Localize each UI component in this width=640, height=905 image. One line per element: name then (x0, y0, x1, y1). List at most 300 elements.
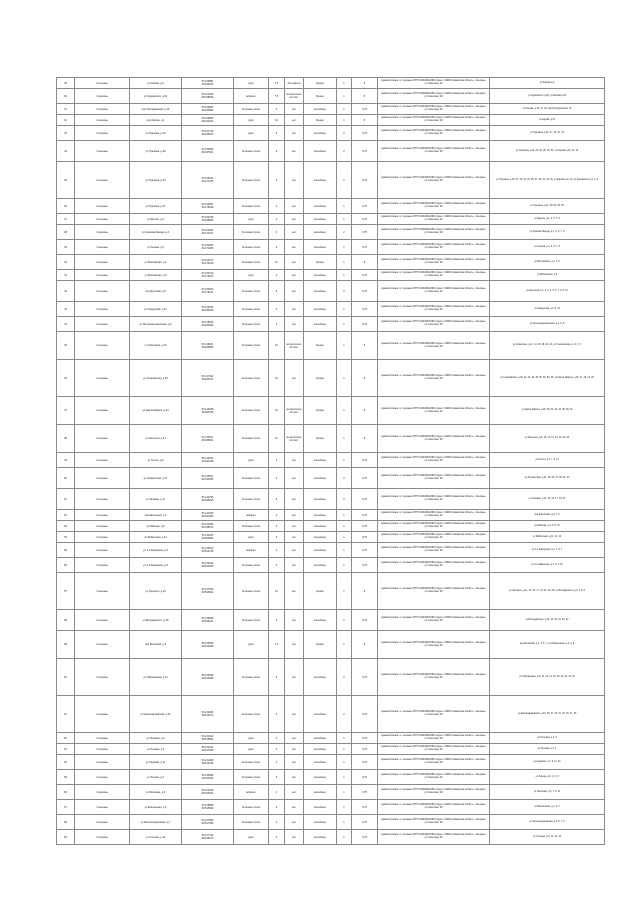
cell-coordinates: 53.141926 48.497082 (182, 510, 234, 521)
cell-owner: Администрация г.о. Сызрань ОГРН 1026303118841 Адрес: 446001 Самарская область, г.Сызрань, ул.Советская, 28 (378, 115, 490, 126)
table-row (57, 785, 605, 800)
cell-address: ул.Урицкого, д.19 (130, 573, 182, 610)
cell-area: 10 (269, 332, 285, 360)
cell-row-number: 45 (57, 332, 75, 360)
cell-row-number: 34 (57, 141, 75, 162)
cell-address: ул.Московская, д.8 (130, 270, 182, 281)
cell-container-volume: 8 (352, 573, 378, 610)
table-body (57, 78, 605, 845)
cell-owner: Администрация г.о. Сызрань ОГРН 1026303118841 Адрес: 446001 Самарская область, г.Сызрань, ул.Советская, 28 (378, 141, 490, 162)
cell-container-count: 1 (337, 425, 352, 453)
cell-container-volume: 8 (352, 89, 378, 104)
cell-address: ул.Ленина, д.5 (130, 240, 182, 255)
cell-cover: нет (285, 785, 304, 800)
cell-area: 6 (269, 610, 285, 631)
cell-row-number: 32 (57, 115, 75, 126)
cell-container-count: 2 (337, 659, 352, 696)
cell-coordinates: 53.133212 48.515961 (182, 733, 234, 744)
cell-container-count: 2 (337, 126, 352, 141)
cell-waste-sources: ул.Садовая, д.7, 9, 11, 13 (490, 755, 605, 770)
cell-address: ул.Кирова, д.3 (130, 78, 182, 89)
cell-surface: асфальт (234, 543, 269, 558)
cell-city: г.Сызрань (75, 830, 130, 845)
cell-waste-sources: ул.Полевая, д.4, 6 (490, 733, 605, 744)
cell-container-count: 1 (337, 332, 352, 360)
cell-container-count: 1 (337, 521, 352, 532)
cell-container-type: контейнер (304, 532, 337, 543)
cell-row-number: 64 (57, 755, 75, 770)
cell-waste-sources: ул.Крупской, д.1, 2, 3, 4, 5, 6, 7, 8, 9, 10 (490, 281, 605, 302)
cell-container-volume: 0,75 (352, 830, 378, 845)
cell-coordinates: 53.128855 48.525399 (182, 800, 234, 815)
cell-waste-sources: ул.Степная, д.8, 10, 12, 14 (490, 830, 605, 845)
cell-container-type: контейнер (304, 225, 337, 240)
cell-owner: Администрация г.о. Сызрань ОГРН 1026303118841 Адрес: 446001 Самарская область, г.Сызрань, ул.Советская, 28 (378, 89, 490, 104)
cell-container-count: 1 (337, 270, 352, 281)
cell-area: 4 (269, 240, 285, 255)
cell-container-type: контейнер (304, 240, 337, 255)
cell-container-type: контейнер (304, 659, 337, 696)
cell-surface: грунт (234, 453, 269, 468)
cell-address: ул.Пушкина, д.33 (130, 162, 182, 199)
cell-area: 7,5 (269, 89, 285, 104)
cell-waste-sources: ул.Володарского, д.12, 14, 16, 18, 20, 22 (490, 610, 605, 631)
cell-waste-sources: ул.Рабочая, д.4, 6, 8, 10 (490, 521, 605, 532)
cell-area: 6 (269, 468, 285, 489)
cell-container-volume: 0,75 (352, 770, 378, 785)
cell-waste-sources: ул.Лермонтова, д.21, 23, 25, 27, 29, 31, 33 (490, 468, 605, 489)
cell-area: 7,5 (269, 631, 285, 659)
cell-container-volume: 0,75 (352, 800, 378, 815)
cell-surface: асфальт (234, 785, 269, 800)
cell-owner: Администрация г.о. Сызрань ОГРН 1026303118841 Адрес: 446001 Самарская область, г.Сызрань, ул.Советская, 28 (378, 659, 490, 696)
table-row (57, 281, 605, 302)
cell-area: 4 (269, 755, 285, 770)
cell-surface: бетонная плита (234, 755, 269, 770)
cell-surface: бетонная плита (234, 199, 269, 214)
cell-area: 6 (269, 126, 285, 141)
cell-address: ул.Московская, д.1 (130, 255, 182, 270)
cell-coordinates: 53.135826 48.510299 (182, 631, 234, 659)
cell-waste-sources: ул.Фрунзе, д.1, 3, 5, 7, 9 (490, 214, 605, 225)
cell-city: г.Сызрань (75, 558, 130, 573)
cell-coordinates: 53.131469 48.519736 (182, 755, 234, 770)
cell-address: пер.Ипподромный, д.12 (130, 104, 182, 115)
cell-waste-sources: ул.Московская, д.8 (490, 270, 605, 281)
cell-surface: грунт (234, 126, 269, 141)
cell-coordinates: 53.149782 48.480016 (182, 302, 234, 317)
cell-address: ул.Пушкина, д.19 (130, 126, 182, 141)
cell-area: 6 (269, 696, 285, 733)
cell-waste-sources: ул.2-я Заводская, д.4, 6, 8, 10 (490, 558, 605, 573)
cell-city: г.Сызрань (75, 302, 130, 317)
cell-cover: нет (285, 360, 304, 397)
cell-surface: бетонная плита (234, 558, 269, 573)
table-row (57, 521, 605, 532)
cell-cover: нет (285, 255, 304, 270)
cell-surface: бетонная плита (234, 240, 269, 255)
cell-row-number: 40 (57, 255, 75, 270)
cell-address: ул.Красноармейская, д.31 (130, 696, 182, 733)
cell-address: ул.Чапаева, д.17 (130, 489, 182, 510)
cell-address: ул.Володарского, д.18 (130, 610, 182, 631)
cell-waste-sources: ул.Лесная, д.2, 4, 6, 8 (490, 770, 605, 785)
cell-cover: нет (285, 610, 304, 631)
cell-coordinates: 53.153742 48.476213 (182, 270, 234, 281)
cell-cover: нет (285, 453, 304, 468)
cell-container-count: 1 (337, 573, 352, 610)
cell-address: ул.Лесная, д.4 (130, 770, 182, 785)
cell-surface: бетонная плита (234, 162, 269, 199)
table-row (57, 126, 605, 141)
cell-owner: Администрация г.о. Сызрань ОГРН 1026303118841 Адрес: 446001 Самарская область, г.Сызрань, ул.Советская, 28 (378, 543, 490, 558)
cell-container-type: контейнер (304, 162, 337, 199)
cell-container-type: контейнер (304, 281, 337, 302)
cell-address: ул.1-я Заводская, д.5 (130, 543, 182, 558)
cell-waste-sources: ул.Пушкина, д.22, 24, 26, 28, 30, 32, ул.Кирова д.12, 14, 16 (490, 141, 605, 162)
cell-city: г.Сызрань (75, 162, 130, 199)
cell-waste-sources: ул.Пушкина, д.15, 17, 19, 21, 23 (490, 126, 605, 141)
cell-row-number: 48 (57, 425, 75, 453)
cell-owner: Администрация г.о. Сызрань ОГРН 1026303118841 Адрес: 446001 Самарская область, г.Сызрань, ул.Советская, 28 (378, 755, 490, 770)
cell-area: 4 (269, 510, 285, 521)
cell-waste-sources: ул.Энгельса, д.8, 10, 12, 14, 16, 18, 20, 22 (490, 425, 605, 453)
registry-sheet (56, 77, 604, 845)
cell-area: 4 (269, 532, 285, 543)
cell-waste-sources: ул.Жуковского д.32, ул.Кирова д.35 (490, 89, 605, 104)
cell-container-count: 1 (337, 214, 352, 225)
cell-city: г.Сызрань (75, 270, 130, 281)
cell-owner: Администрация г.о. Сызрань ОГРН 1026303118841 Адрес: 446001 Самарская область, г.Сызрань, ул.Советская, 28 (378, 453, 490, 468)
table-row (57, 755, 605, 770)
cell-address: пер.Волжский, д.3 (130, 631, 182, 659)
cell-area: 6 (269, 659, 285, 696)
cell-address: ул.Карла Маркса, д.34 (130, 397, 182, 425)
cell-address: ул.Фрунзе, д.3 (130, 214, 182, 225)
cell-container-type: бункер (304, 78, 337, 89)
cell-coordinates: 53.155480 48.467941 (182, 141, 234, 162)
cell-city: г.Сызрань (75, 199, 130, 214)
cell-city: г.Сызрань (75, 532, 130, 543)
cell-row-number: 49 (57, 453, 75, 468)
cell-address: ул.Пушкина, д.28 (130, 141, 182, 162)
table-row (57, 800, 605, 815)
cell-coordinates: 53.152093 48.472325 (182, 240, 234, 255)
cell-waste-sources: ул.Красная Звезда, д.1, 3, 5, 7, 9 (490, 225, 605, 240)
cell-city: г.Сызрань (75, 425, 130, 453)
cell-address: ул.Полевая, д.6 (130, 733, 182, 744)
cell-city: г.Сызрань (75, 126, 130, 141)
cell-owner: Администрация г.о. Сызрань ОГРН 1026303118841 Адрес: 446001 Самарская область, г.Сызрань, ул.Советская, 28 (378, 733, 490, 744)
cell-coordinates: 53.156121 48.471783 (182, 162, 234, 199)
cell-area: 4 (269, 785, 285, 800)
cell-waste-sources: ул.Свердлова, д.6, 8, 10 (490, 302, 605, 317)
cell-surface: бетонная плита (234, 425, 269, 453)
table-row (57, 89, 605, 104)
cell-coordinates: 53.134084 48.514074 (182, 696, 234, 733)
cell-address: пер.Крупской, д.8 (130, 281, 182, 302)
cell-cover: нет (285, 104, 304, 115)
cell-address: ул.Рабочая, д.8 (130, 521, 182, 532)
cell-city: г.Сызрань (75, 785, 130, 800)
cell-surface: грунт (234, 78, 269, 89)
cell-container-volume: 0,75 (352, 744, 378, 755)
cell-area: 4 (269, 815, 285, 830)
cell-cover: металлический лист (285, 425, 304, 453)
cell-surface: бетонная плита (234, 468, 269, 489)
cell-city: г.Сызрань (75, 78, 130, 89)
cell-coordinates: 53.144541 48.491418 (182, 453, 234, 468)
cell-container-type: бункер (304, 115, 337, 126)
cell-cover: нет (285, 281, 304, 302)
cell-surface: грунт (234, 631, 269, 659)
table-row (57, 468, 605, 489)
cell-row-number: 42 (57, 281, 75, 302)
cell-waste-sources: ул.Кирова, д.27 (490, 115, 605, 126)
cell-owner: Администрация г.о. Сызрань ОГРН 1026303118841 Адрес: 446001 Самарская область, г.Сызрань, ул.Советская, 28 (378, 225, 490, 240)
cell-cover: нет (285, 631, 304, 659)
cell-container-count: 2 (337, 696, 352, 733)
cell-container-count: 1 (337, 360, 352, 397)
cell-row-number: 53 (57, 521, 75, 532)
cell-cover: нет (285, 489, 304, 510)
cell-container-type: бункер (304, 360, 337, 397)
cell-city: г.Сызрань (75, 800, 130, 815)
table-row (57, 543, 605, 558)
cell-cover: нет (285, 830, 304, 845)
cell-waste-sources: ул.Пушкина, д.25, 27, 29, 31, 33, 35, 37, 39, 41, 43, 45, ул.Кирова д.8, 10, ул.Жуковского д.2, 4, 6 (490, 162, 605, 199)
table-row (57, 397, 605, 425)
cell-cover: нет (285, 214, 304, 225)
cell-cover: металлический лист (285, 397, 304, 425)
table-row (57, 770, 605, 785)
cell-cover: без навеса (285, 78, 304, 89)
cell-row-number: 44 (57, 317, 75, 332)
cell-address: ул.Вокзальная, д.3 (130, 800, 182, 815)
cell-area: 7,5 (269, 78, 285, 89)
cell-row-number: 30 (57, 89, 75, 104)
cell-cover: металлический лист (285, 332, 304, 360)
cell-city: г.Сызрань (75, 733, 130, 744)
cell-row-number: 31 (57, 104, 75, 115)
cell-container-count: 2 (337, 468, 352, 489)
cell-container-type: контейнер (304, 302, 337, 317)
cell-surface: бетонная плита (234, 255, 269, 270)
cell-cover: нет (285, 770, 304, 785)
cell-coordinates: 53.137569 48.506524 (182, 573, 234, 610)
cell-row-number: 66 (57, 785, 75, 800)
cell-waste-sources: ул.Кирова д.3 (490, 78, 605, 89)
cell-container-type: контейнер (304, 199, 337, 214)
cell-cover: нет (285, 543, 304, 558)
cell-address: ул.Ульяновская, д.50 (130, 360, 182, 397)
cell-waste-sources: ул.Советская, д.12, 14, 16, 18, 20, 22, ул.Ульяновская д.1, 3, 5, 7 (490, 332, 605, 360)
cell-coordinates: 53.127983 48.527286 (182, 815, 234, 830)
cell-owner: Администрация г.о. Сызрань ОГРН 1026303118841 Адрес: 446001 Самарская область, г.Сызрань, ул.Советская, 28 (378, 785, 490, 800)
cell-surface: бетонная плита (234, 397, 269, 425)
cell-city: г.Сызрань (75, 104, 130, 115)
cell-container-volume: 0,75 (352, 755, 378, 770)
cell-area: 10 (269, 115, 285, 126)
cell-waste-sources: ул.Ленина, д.1, 3, 5, 7, 9 (490, 240, 605, 255)
cell-city: г.Сызрань (75, 510, 130, 521)
cell-coordinates: 53.148914 48.481962 (182, 317, 234, 332)
cell-surface: бетонная плита (234, 573, 269, 610)
table-row (57, 744, 605, 755)
table-row (57, 453, 605, 468)
cell-coordinates: 53.134955 48.512186 (182, 659, 234, 696)
cell-owner: Администрация г.о. Сызрань ОГРН 1026303118841 Адрес: 446001 Самарская область, г.Сызрань, ул.Советская, 28 (378, 425, 490, 453)
cell-row-number: 57 (57, 573, 75, 610)
table-row (57, 214, 605, 225)
cell-container-count: 2 (337, 489, 352, 510)
cell-owner: Администрация г.о. Сызрань ОГРН 1026303118841 Адрес: 446001 Самарская область, г.Сызрань, ул.Советская, 28 (378, 281, 490, 302)
cell-container-volume: 0,75 (352, 510, 378, 521)
cell-city: г.Сызрань (75, 360, 130, 397)
cell-city: г.Сызрань (75, 696, 130, 733)
cell-area: 4 (269, 453, 285, 468)
cell-row-number: 56 (57, 558, 75, 573)
cell-city: г.Сызрань (75, 255, 130, 270)
cell-container-type: контейнер (304, 468, 337, 489)
cell-container-count: 1 (337, 317, 352, 332)
cell-surface: бетонная плита (234, 317, 269, 332)
cell-area: 4 (269, 744, 285, 755)
cell-area: 4 (269, 733, 285, 744)
cell-cover: нет (285, 115, 304, 126)
cell-container-count: 1 (337, 800, 352, 815)
table-row (57, 302, 605, 317)
cell-surface: грунт (234, 115, 269, 126)
cell-row-number: 37 (57, 214, 75, 225)
cell-coordinates: 53.142796 48.495195 (182, 489, 234, 510)
cell-cover: нет (285, 302, 304, 317)
cell-coordinates: 53.160429 48.458833 (182, 89, 234, 104)
cell-cover: нет (285, 755, 304, 770)
cell-area: 4 (269, 317, 285, 332)
cell-city: г.Сызрань (75, 610, 130, 631)
cell-address: ул.Степная, д.12 (130, 830, 182, 845)
cell-surface: бетонная плита (234, 800, 269, 815)
cell-city: г.Сызрань (75, 755, 130, 770)
cell-owner: Администрация г.о. Сызрань ОГРН 1026303118841 Адрес: 446001 Самарская область, г.Сызрань, ул.Советская, 28 (378, 126, 490, 141)
cell-waste-sources: ул.Железнодорожная, д.3, 5, 7, 9 (490, 815, 605, 830)
cell-area: 6 (269, 489, 285, 510)
table-row (57, 558, 605, 573)
table-row (57, 240, 605, 255)
cell-container-volume: 0,75 (352, 225, 378, 240)
cell-address: ул.Жуковского, д.32 (130, 89, 182, 104)
cell-coordinates: 53.150634 48.478131 (182, 281, 234, 302)
cell-container-volume: 0,75 (352, 785, 378, 800)
cell-container-count: 1 (337, 815, 352, 830)
cell-container-volume: 0,75 (352, 696, 378, 733)
cell-container-volume: 8 (352, 397, 378, 425)
cell-address: ул.Набережная, д.14 (130, 659, 182, 696)
cell-owner: Администрация г.о. Сызрань ОГРН 1026303118841 Адрес: 446001 Самарская область, г.Сызрань, ул.Советская, 28 (378, 255, 490, 270)
table-row (57, 631, 605, 659)
cell-address: пер.Кирова, д.1 (130, 115, 182, 126)
cell-address: ул.Красная Звезда, д.3 (130, 225, 182, 240)
cell-row-number: 29 (57, 78, 75, 89)
cell-row-number: 35 (57, 162, 75, 199)
cell-container-volume: 0,75 (352, 733, 378, 744)
cell-coordinates: 53.138441 48.504636 (182, 558, 234, 573)
cell-container-type: контейнер (304, 558, 337, 573)
cell-surface: грунт (234, 270, 269, 281)
cell-owner: Администрация г.о. Сызрань ОГРН 1026303118841 Адрес: 446001 Самарская область, г.Сызрань, ул.Советская, 28 (378, 815, 490, 830)
cell-row-number: 68 (57, 815, 75, 830)
cell-container-type: контейнер (304, 521, 337, 532)
cell-container-count: 1 (337, 78, 352, 89)
cell-owner: Администрация г.о. Сызрань ОГРН 1026303118841 Адрес: 446001 Самарская область, г.Сызрань, ул.Советская, 28 (378, 468, 490, 489)
cell-container-count: 2 (337, 281, 352, 302)
cell-cover: нет (285, 510, 304, 521)
cell-container-count: 1 (337, 240, 352, 255)
cell-coordinates: 53.139312 48.502749 (182, 543, 234, 558)
cell-surface: бетонная плита (234, 141, 269, 162)
cell-area: 4 (269, 199, 285, 214)
cell-owner: Администрация г.о. Сызрань ОГРН 1026303118841 Адрес: 446001 Самарская область, г.Сызрань, ул.Советская, 28 (378, 800, 490, 815)
cell-address: ул.Нагорная, д.9 (130, 785, 182, 800)
cell-waste-sources: ул.Карла Маркса, д.26, 28, 30, 32, 34, 36, 38, 40 (490, 397, 605, 425)
cell-container-volume: 8 (352, 332, 378, 360)
cell-container-count: 1 (337, 532, 352, 543)
cell-row-number: 51 (57, 489, 75, 510)
cell-container-type: бункер (304, 332, 337, 360)
cell-city: г.Сызрань (75, 489, 130, 510)
cell-container-type: контейнер (304, 489, 337, 510)
cell-container-count: 1 (337, 199, 352, 214)
cell-cover: нет (285, 532, 304, 543)
cell-row-number: 58 (57, 610, 75, 631)
cell-city: г.Сызрань (75, 744, 130, 755)
cell-city: г.Сызрань (75, 453, 130, 468)
table-row (57, 489, 605, 510)
table-row (57, 199, 605, 214)
cell-container-count: 2 (337, 141, 352, 162)
table-row (57, 830, 605, 845)
cell-owner: Администрация г.о. Сызрань ОГРН 1026303118841 Адрес: 446001 Самарская область, г.Сызрань, ул.Советская, 28 (378, 489, 490, 510)
cell-container-count: 1 (337, 89, 352, 104)
cell-waste-sources: ул.Гоголя, д.5, 7, 9, 11 (490, 453, 605, 468)
cell-container-type: контейнер (304, 815, 337, 830)
cell-address: ул.Интернациональная, д.6 (130, 317, 182, 332)
cell-address: ул.Садовая, д.11 (130, 755, 182, 770)
cell-container-type: контейнер (304, 104, 337, 115)
cell-row-number: 54 (57, 532, 75, 543)
table-row (57, 733, 605, 744)
table-row (57, 225, 605, 240)
cell-city: г.Сызрань (75, 332, 130, 360)
cell-owner: Администрация г.о. Сызрань ОГРН 1026303118841 Адрес: 446001 Самарская область, г.Сызрань, ул.Советская, 28 (378, 631, 490, 659)
cell-area: 4 (269, 543, 285, 558)
cell-container-volume: 0,75 (352, 543, 378, 558)
cell-container-type: бункер (304, 425, 337, 453)
cell-waste-sources: пер.Школьный, д.2, 4, 6 (490, 510, 605, 521)
cell-area: 2 (269, 270, 285, 281)
table-row (57, 360, 605, 397)
cell-container-type: контейнер (304, 610, 337, 631)
cell-cover: нет (285, 468, 304, 489)
cell-owner: Администрация г.о. Сызрань ОГРН 1026303118841 Адрес: 446001 Самарская область, г.Сызрань, ул.Советская, 28 (378, 830, 490, 845)
cell-container-volume: 0,75 (352, 610, 378, 631)
table-row (57, 610, 605, 631)
cell-area: 10 (269, 573, 285, 610)
cell-surface: бетонная плита (234, 302, 269, 317)
cell-owner: Администрация г.о. Сызрань ОГРН 1026303118841 Адрес: 446001 Самарская область, г.Сызрань, ул.Советская, 28 (378, 770, 490, 785)
cell-owner: Администрация г.о. Сызрань ОГРН 1026303118841 Адрес: 446001 Самарская область, г.Сызрань, ул.Советская, 28 (378, 532, 490, 543)
